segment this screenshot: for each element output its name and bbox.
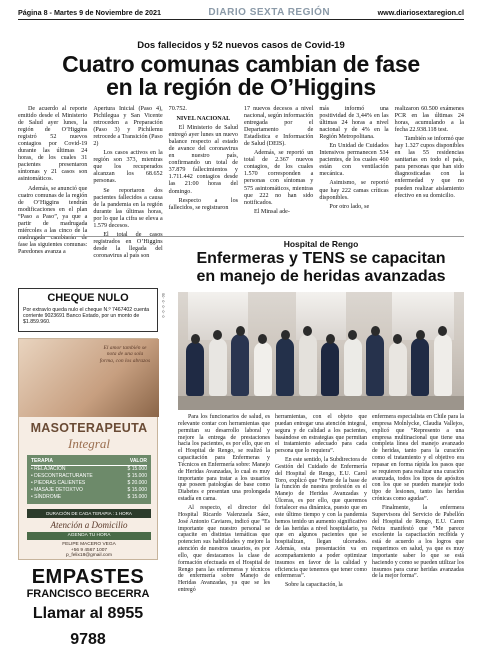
photo-person bbox=[411, 338, 429, 396]
ad-cheque-nulo bbox=[18, 288, 165, 332]
table-header bbox=[31, 458, 147, 466]
photo-person bbox=[389, 342, 407, 396]
article2-column-3 bbox=[372, 414, 464, 666]
photo-person-head bbox=[258, 334, 267, 344]
newspaper-brand[interactable]: DIARIO SEXTA REGIÓN bbox=[208, 7, 331, 18]
paragraph: Sobre la capacitación, la bbox=[285, 582, 343, 589]
row-name: • DESCONTRACTURANTE bbox=[31, 473, 93, 479]
article2-column-1 bbox=[178, 414, 270, 666]
contact-email[interactable]: p_felix18@gmail.com bbox=[66, 553, 112, 559]
paragraph: Para los funcionarios de salud, es relevante contar con herramientas que permitan su desarrollo laboral y mejore la entrega de prestaciones hacia los pacientes, es por ello, que en el Hospital de Rengo, se realizó la capacitación para Enfermeras y Técnicos en Enfermería sobre: Manejo de Heridas Avanzadas, lo cual es muy importante para tratar a los usuarios que poseen patologías de base como Diabetes e presentan una prolongada estadía en cama. bbox=[178, 414, 270, 503]
article1-column-6 bbox=[395, 106, 464, 234]
photo-person-head bbox=[191, 334, 200, 344]
contact-name: FELIPE MACERO VEGA bbox=[62, 542, 116, 547]
row-price: $ 15.000 bbox=[127, 487, 147, 493]
article2-body bbox=[178, 414, 464, 666]
paragraph: En Unidad de Cuidados Intensivos permanecen 534 pacientes, de los cuales 460 están con ventilación mecánica. bbox=[319, 143, 389, 178]
ad-quote: El amor también se nota de una sola forma, con los abrazos bbox=[99, 345, 151, 364]
paragraph: Por otro lado, se bbox=[329, 203, 370, 210]
article1-column-3 bbox=[169, 106, 238, 234]
paragraph: El Ministerio de Salud entregó ayer lunes un nuevo balance respecto al estado de avance del coronavirus en nuestro país, confirmando un total de 37.879 fallecimientos y 1.711.442 contagios desde las 21:00 horas del domingo. bbox=[168, 125, 238, 195]
photo-person bbox=[231, 334, 249, 396]
paragraph: El total de casos registrados en O’Higgins desde la llegada del coronavirus al país son bbox=[93, 231, 163, 259]
table-row bbox=[31, 473, 147, 480]
table-row bbox=[31, 494, 147, 501]
row-price: $ 15.000 bbox=[127, 473, 147, 479]
ad-logo-sub: Integral bbox=[68, 436, 110, 451]
photo-person bbox=[321, 342, 339, 396]
photo-person-head bbox=[371, 326, 380, 336]
row-name: • SÍNDROME bbox=[31, 494, 62, 500]
paragraph: Los casos activos en la región son 373, mientras que los recuperados alcanzan los 68.652 personas. bbox=[93, 150, 163, 185]
photo-person-head bbox=[393, 334, 402, 344]
article2-title bbox=[178, 250, 464, 286]
paragraph: Asimismo, se reportó que hay 222 camas críticas disponibles. bbox=[319, 180, 389, 201]
paragraph: De acuerdo al reporte emitido desde el Ministerio de Salud ayer lunes, la región de O’Higgins registró 52 nuevos contagios por Covid-19 durante las últimas 24 horas, de los cuales 31 pacientes presentaron síntomas y 21 casos son asintomáticos. bbox=[18, 106, 88, 183]
photo-person bbox=[344, 338, 362, 396]
table-row bbox=[31, 480, 147, 487]
photo-floor bbox=[178, 396, 464, 410]
photo-person bbox=[434, 334, 452, 396]
article1-kicker: Dos fallecidos y 52 nuevos casos de Covid-19 bbox=[137, 40, 345, 51]
ad-empastes-name: FRANCISCO BECERRA bbox=[26, 588, 150, 600]
row-name: • MASAJE DETOXTVO bbox=[31, 487, 83, 493]
paragraph: 70.752. bbox=[168, 106, 187, 112]
article2-title-line2: en manejo de heridas avanzadas bbox=[196, 268, 446, 285]
photo-person-head bbox=[281, 330, 290, 340]
photo-person bbox=[276, 338, 294, 396]
ad-logo: MASOTERAPEUTA bbox=[30, 421, 148, 435]
article1-title bbox=[18, 53, 464, 99]
ad-duration-bar: DURACIÓN DE CADA TERAPIA : 1 HORA bbox=[27, 509, 151, 518]
article1-column-1 bbox=[18, 106, 88, 255]
section-divider bbox=[18, 236, 464, 237]
page-date: Página 8 - Martes 9 de Noviembre de 2021 bbox=[18, 8, 162, 17]
article1-title-line1: Cuatro comunas cambian de fase bbox=[62, 51, 420, 77]
page-header bbox=[18, 6, 464, 20]
paragraph: herramientas, con el objeto que puedan entregar una atención integral, segura y de calidad a los pacientes, basándose en estrategias que permitan el tratamiento adecuado para cada persona que lo requiera”. bbox=[275, 414, 367, 455]
paragraph: Respecto a los fallecidos, se registraron bbox=[168, 197, 238, 211]
paragraph: Además, se reportó un total de 2.367 nuevos contagios, de los cuales 1.570 corresponden a personas con síntomas y 575 asintomáticos, mientras que 222 no han sido notificados. bbox=[243, 150, 314, 206]
ad-cheque-title: CHEQUE NULO bbox=[47, 292, 129, 304]
photo-person bbox=[299, 334, 317, 396]
photo-person bbox=[366, 334, 384, 396]
article1-column-2 bbox=[93, 106, 163, 259]
ad-masoterapeuta bbox=[18, 338, 158, 560]
paragraph: Además, se anunció que cuatro comunas de la región de O’Higgins tendrán modificaciones en el plan “Paso a Paso”, ya que a partir de madrugada miércoles a las cinco de la madrugada cambiarán de fase las siguientes comunas: Paredones avanza a bbox=[18, 185, 88, 255]
photo-person-head bbox=[303, 326, 312, 336]
photo-person-head bbox=[348, 330, 357, 340]
ad-agenda-button[interactable]: AGENDA TU HORA bbox=[27, 532, 151, 540]
photo-person bbox=[209, 338, 227, 396]
row-name: • PIEDRAS CALIENTES bbox=[31, 480, 86, 486]
article2-kicker: Hospital de Rengo bbox=[283, 239, 359, 249]
paragraph: Al respecto, el director del Hospital Ricardo Valenzuela Sáez, José Antonio Caviares, indicó que “Es importante que nuestro personal se capacite en distintas temáticas que potencien sus habilidades y mejore la atención de nuestros usuarios, es por ello, que destacamos la clase de formación efectuada en el Hospital de Rengo para las enfermeras y técnicos de enfermería sobre Manejo de Heridas Avanzadas, ya que se les entregó bbox=[178, 504, 270, 594]
ad-contact bbox=[27, 542, 151, 559]
ad-empastes-phone[interactable]: Llamar al 8955 9788 bbox=[32, 605, 144, 648]
row-price: $ 15.000 bbox=[127, 466, 147, 472]
paragraph: Apertura Inicial (Paso 4), Pichilegua y San Vicente retroceden a Preparación (Paso 3) y Pichilemu retrocede a Transición (Paso 2) bbox=[93, 106, 163, 148]
photo-person-head bbox=[416, 330, 425, 340]
photo-person bbox=[186, 342, 204, 396]
ad-cheque-body: Por extravío queda nulo el cheque N.º 7467402 cuenta corriente 9023691 Banco Estado, por un monto de $1.859.960. bbox=[23, 307, 150, 325]
article2-column-2 bbox=[275, 414, 367, 666]
ad-empastes-title: EMPASTES bbox=[31, 566, 145, 588]
group-photo bbox=[178, 292, 464, 410]
article2-title-line1: Enfermeras y TENS se capacitan bbox=[196, 250, 446, 267]
paragraph: 17 nuevos decesos a nivel nacional, según información entregada por el Departamento de Estadística e Información de Salud (DEIS). bbox=[243, 106, 314, 148]
paragraph: más informó una positividad de 3,44% en las últimas 24 horas a nivel nacional y de 4% en la Región Metropolitana. bbox=[319, 106, 389, 141]
photo-person bbox=[254, 342, 272, 396]
subheading: NIVEL NACIONAL bbox=[176, 116, 231, 123]
paragraph: También se informó que hay 1.327 cupos disponibles en las 55 residencias sanitarias en todo el país, para personas que han sido diagnosticadas con la enfermedad y que no pueden realizar aislamiento efectivo en su domicilio. bbox=[394, 136, 464, 199]
paragraph: Se reportaron dos pacientes fallecidos a causa de la pandemia en la región durante las últimas horas, por lo que la cifra se eleva a 1.579 decesos. bbox=[93, 187, 163, 229]
table-header-price: VALOR bbox=[129, 458, 147, 464]
table-row bbox=[31, 466, 147, 473]
ad-home-service: Atención a Domicilio bbox=[50, 520, 128, 530]
photo-person-head bbox=[236, 326, 245, 336]
table-row bbox=[31, 487, 147, 494]
ad-cheque-vertical-code: S0 · 0 · 0 · 0 · 0 bbox=[161, 293, 165, 318]
table-header-therapy: TERAPIA bbox=[31, 458, 53, 464]
paragraph: En este sentido, la Subdirectora de Gestión del Cuidado de Enfermería del Hospital de Rengo, E.U. Carol Toro, explicó que “Parte de la base de la función de nuestra profesión es el Manejo de Heridas Avanzadas y Úlceras, es por ello, que queremos fortalecer esa dinámica, puesto que en este último tiempo y con la pandemia hemos tenido un aumento significativo de las heridas a nivel hospitalario, ya que en algunos pacientes que se hospitalizan, llegan ulcerados. Además, esta presentación va en acompañamiento a poder optimizar insumos en favor de la calidad y eficiencia que tenemos que tener como enfermeras”. bbox=[275, 457, 367, 580]
paragraph: enfermera especialista en Chile para la empresa Molnlycke, Claudia Vallejos, explicó que “Represento a una empresa multinacional que tiene una completa línea del manejo avanzado de heridas, tanto para la curación como el tratamiento y el objetivo era repasar en forma rápida los pasos que se requieren para realizar una curación avanzada, todos los tipos de apósitos con los que se pueden manejar todo tipo de lesiones, tanto las heridas crónicas como agudas”. bbox=[372, 414, 464, 503]
paragraph: El Minsal ade- bbox=[253, 208, 290, 215]
photo-person-head bbox=[438, 326, 447, 336]
article1-column-4 bbox=[244, 106, 313, 234]
ad-price-table bbox=[27, 455, 151, 504]
row-price: $ 15.000 bbox=[127, 494, 147, 500]
paragraph: realizaron 60.500 exámenes PCR en las últimas 24 horas, acumulando a la fecha 22.938.118 test. bbox=[394, 106, 464, 134]
paragraph: Finalmente, la enfermera Supervisora del Servicio de Pabellón del Hospital de Rengo, E.U. Caren Neira manifestó que “Me parece excelente la capacitación recibida y está de acuerdo a los logros que requerimos en salud, ya que es muy importante saber lo que se está haciendo y como se pueden utilizar los insumos para curar heridas avanzadas de la mejor forma”. bbox=[372, 504, 464, 580]
article1-title-line2: en la región de O’Higgins bbox=[106, 74, 376, 100]
article1-column-5 bbox=[319, 106, 388, 234]
photo-person-head bbox=[213, 330, 222, 340]
website-link[interactable]: www.diariosextaregion.cl bbox=[377, 8, 464, 17]
contact-phone[interactable]: +56 9 4567 1007 bbox=[70, 547, 108, 553]
row-name: • RELAJACIÓN bbox=[31, 466, 66, 472]
photo-person-head bbox=[326, 334, 335, 344]
ad-empastes bbox=[18, 566, 158, 648]
row-price: $ 20.000 bbox=[127, 480, 147, 486]
